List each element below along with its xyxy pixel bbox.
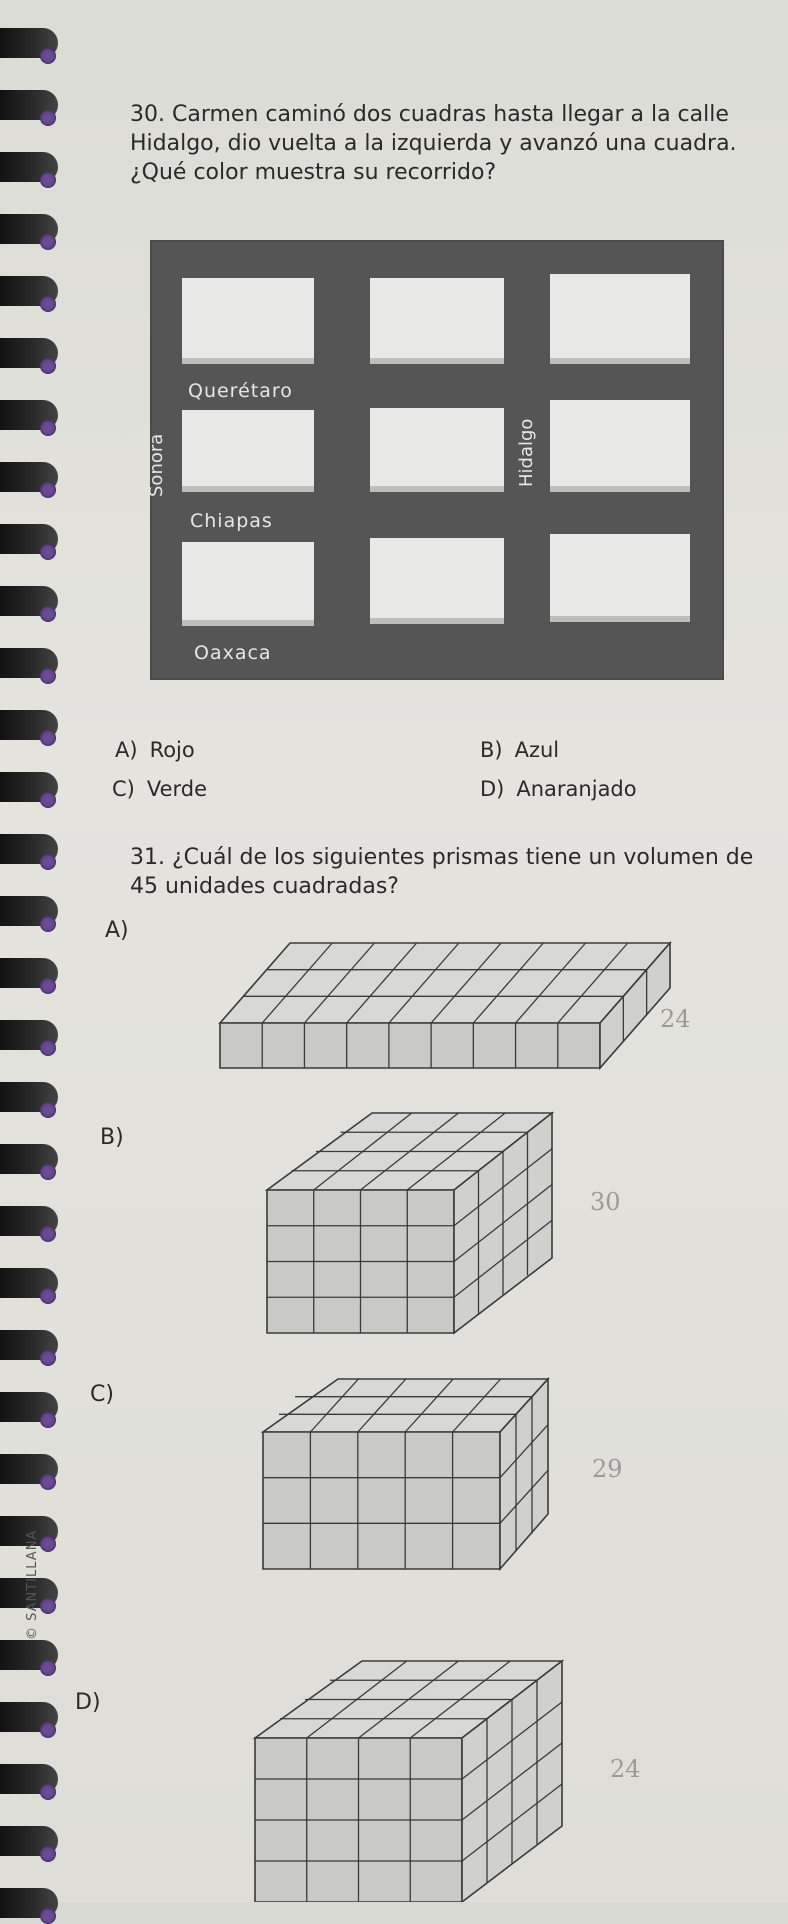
map-block xyxy=(370,278,504,364)
binding-hole xyxy=(40,1536,56,1552)
option-30-c[interactable] xyxy=(112,777,207,801)
binding-hole xyxy=(40,854,56,870)
option-letter: B) xyxy=(480,738,503,762)
publisher-mark: © SANTILLANA xyxy=(25,1529,40,1640)
binding-hole xyxy=(40,1846,56,1862)
map-block xyxy=(182,410,314,492)
option-30-a[interactable] xyxy=(115,738,195,762)
handwritten-note: 24 xyxy=(610,1755,641,1783)
handwritten-note: 24 xyxy=(660,1005,691,1033)
option-30-d[interactable] xyxy=(480,777,637,801)
binding-hole xyxy=(40,110,56,126)
prism-c-figure xyxy=(258,1374,558,1574)
binding-hole xyxy=(40,1102,56,1118)
prism-a-figure xyxy=(215,938,675,1078)
street-label-hidalgo: Hidalgo xyxy=(516,418,537,487)
binding-hole xyxy=(40,1164,56,1180)
street-label-oaxaca: Oaxaca xyxy=(194,642,272,664)
option-text: Anaranjado xyxy=(516,777,637,801)
option-text: Rojo xyxy=(149,738,195,762)
question-30-text: 30. Carmen caminó dos cuadras hasta llegar a la calle Hidalgo, dio vuelta a la izquierda y avanzó una cuadra. ¿Qué color muestra su recorrido? xyxy=(130,102,737,185)
handwritten-note: 29 xyxy=(592,1455,623,1483)
binding-hole xyxy=(40,916,56,932)
binding-hole xyxy=(40,730,56,746)
binding-hole xyxy=(40,482,56,498)
binding-hole xyxy=(40,1040,56,1056)
binding-hole xyxy=(40,544,56,560)
street-map xyxy=(146,240,724,680)
street-label-chiapas: Chiapas xyxy=(190,510,273,532)
prism-a-label[interactable]: A) xyxy=(105,918,129,943)
binding-hole xyxy=(40,358,56,374)
map-block xyxy=(550,534,690,622)
binding-hole xyxy=(40,1288,56,1304)
binding-hole xyxy=(40,1722,56,1738)
binding-hole xyxy=(40,1412,56,1428)
street-label-sonora: Sonora xyxy=(146,433,167,497)
binding-hole xyxy=(40,234,56,250)
option-text: Verde xyxy=(146,777,208,801)
binding-hole xyxy=(40,668,56,684)
binding-hole xyxy=(40,978,56,994)
binding-hole xyxy=(40,1660,56,1676)
prism-b-figure xyxy=(262,1108,562,1338)
map-block xyxy=(182,278,314,364)
option-text: Azul xyxy=(514,738,560,762)
prism-d-label[interactable]: D) xyxy=(75,1690,101,1715)
binding-hole xyxy=(40,1474,56,1490)
binding-hole xyxy=(40,1908,56,1924)
option-letter: C) xyxy=(112,777,135,801)
map-block xyxy=(182,542,314,626)
binding-hole xyxy=(40,420,56,436)
binding-hole xyxy=(40,792,56,808)
map-block xyxy=(550,274,690,364)
map-block xyxy=(370,538,504,624)
binding-hole xyxy=(40,606,56,622)
binding-hole xyxy=(40,48,56,64)
map-block xyxy=(550,400,690,492)
prism-b-label[interactable]: B) xyxy=(100,1125,124,1150)
binding-hole xyxy=(40,1226,56,1242)
option-letter: A) xyxy=(115,738,138,762)
handwritten-note: 30 xyxy=(590,1188,621,1216)
question-31-text: 31. ¿Cuál de los siguientes prismas tiene un volumen de 45 unidades cuadradas? xyxy=(130,845,754,899)
option-30-b[interactable] xyxy=(480,738,559,762)
street-label-queretaro: Querétaro xyxy=(188,380,293,402)
map-block xyxy=(370,408,504,492)
binding-hole xyxy=(40,172,56,188)
binding-hole xyxy=(40,296,56,312)
prism-c-label[interactable]: C) xyxy=(90,1382,114,1407)
option-letter: D) xyxy=(480,777,505,801)
binding-hole xyxy=(40,1598,56,1614)
prism-d-figure xyxy=(250,1656,570,1902)
binding-hole xyxy=(40,1784,56,1800)
binding-hole xyxy=(40,1350,56,1366)
